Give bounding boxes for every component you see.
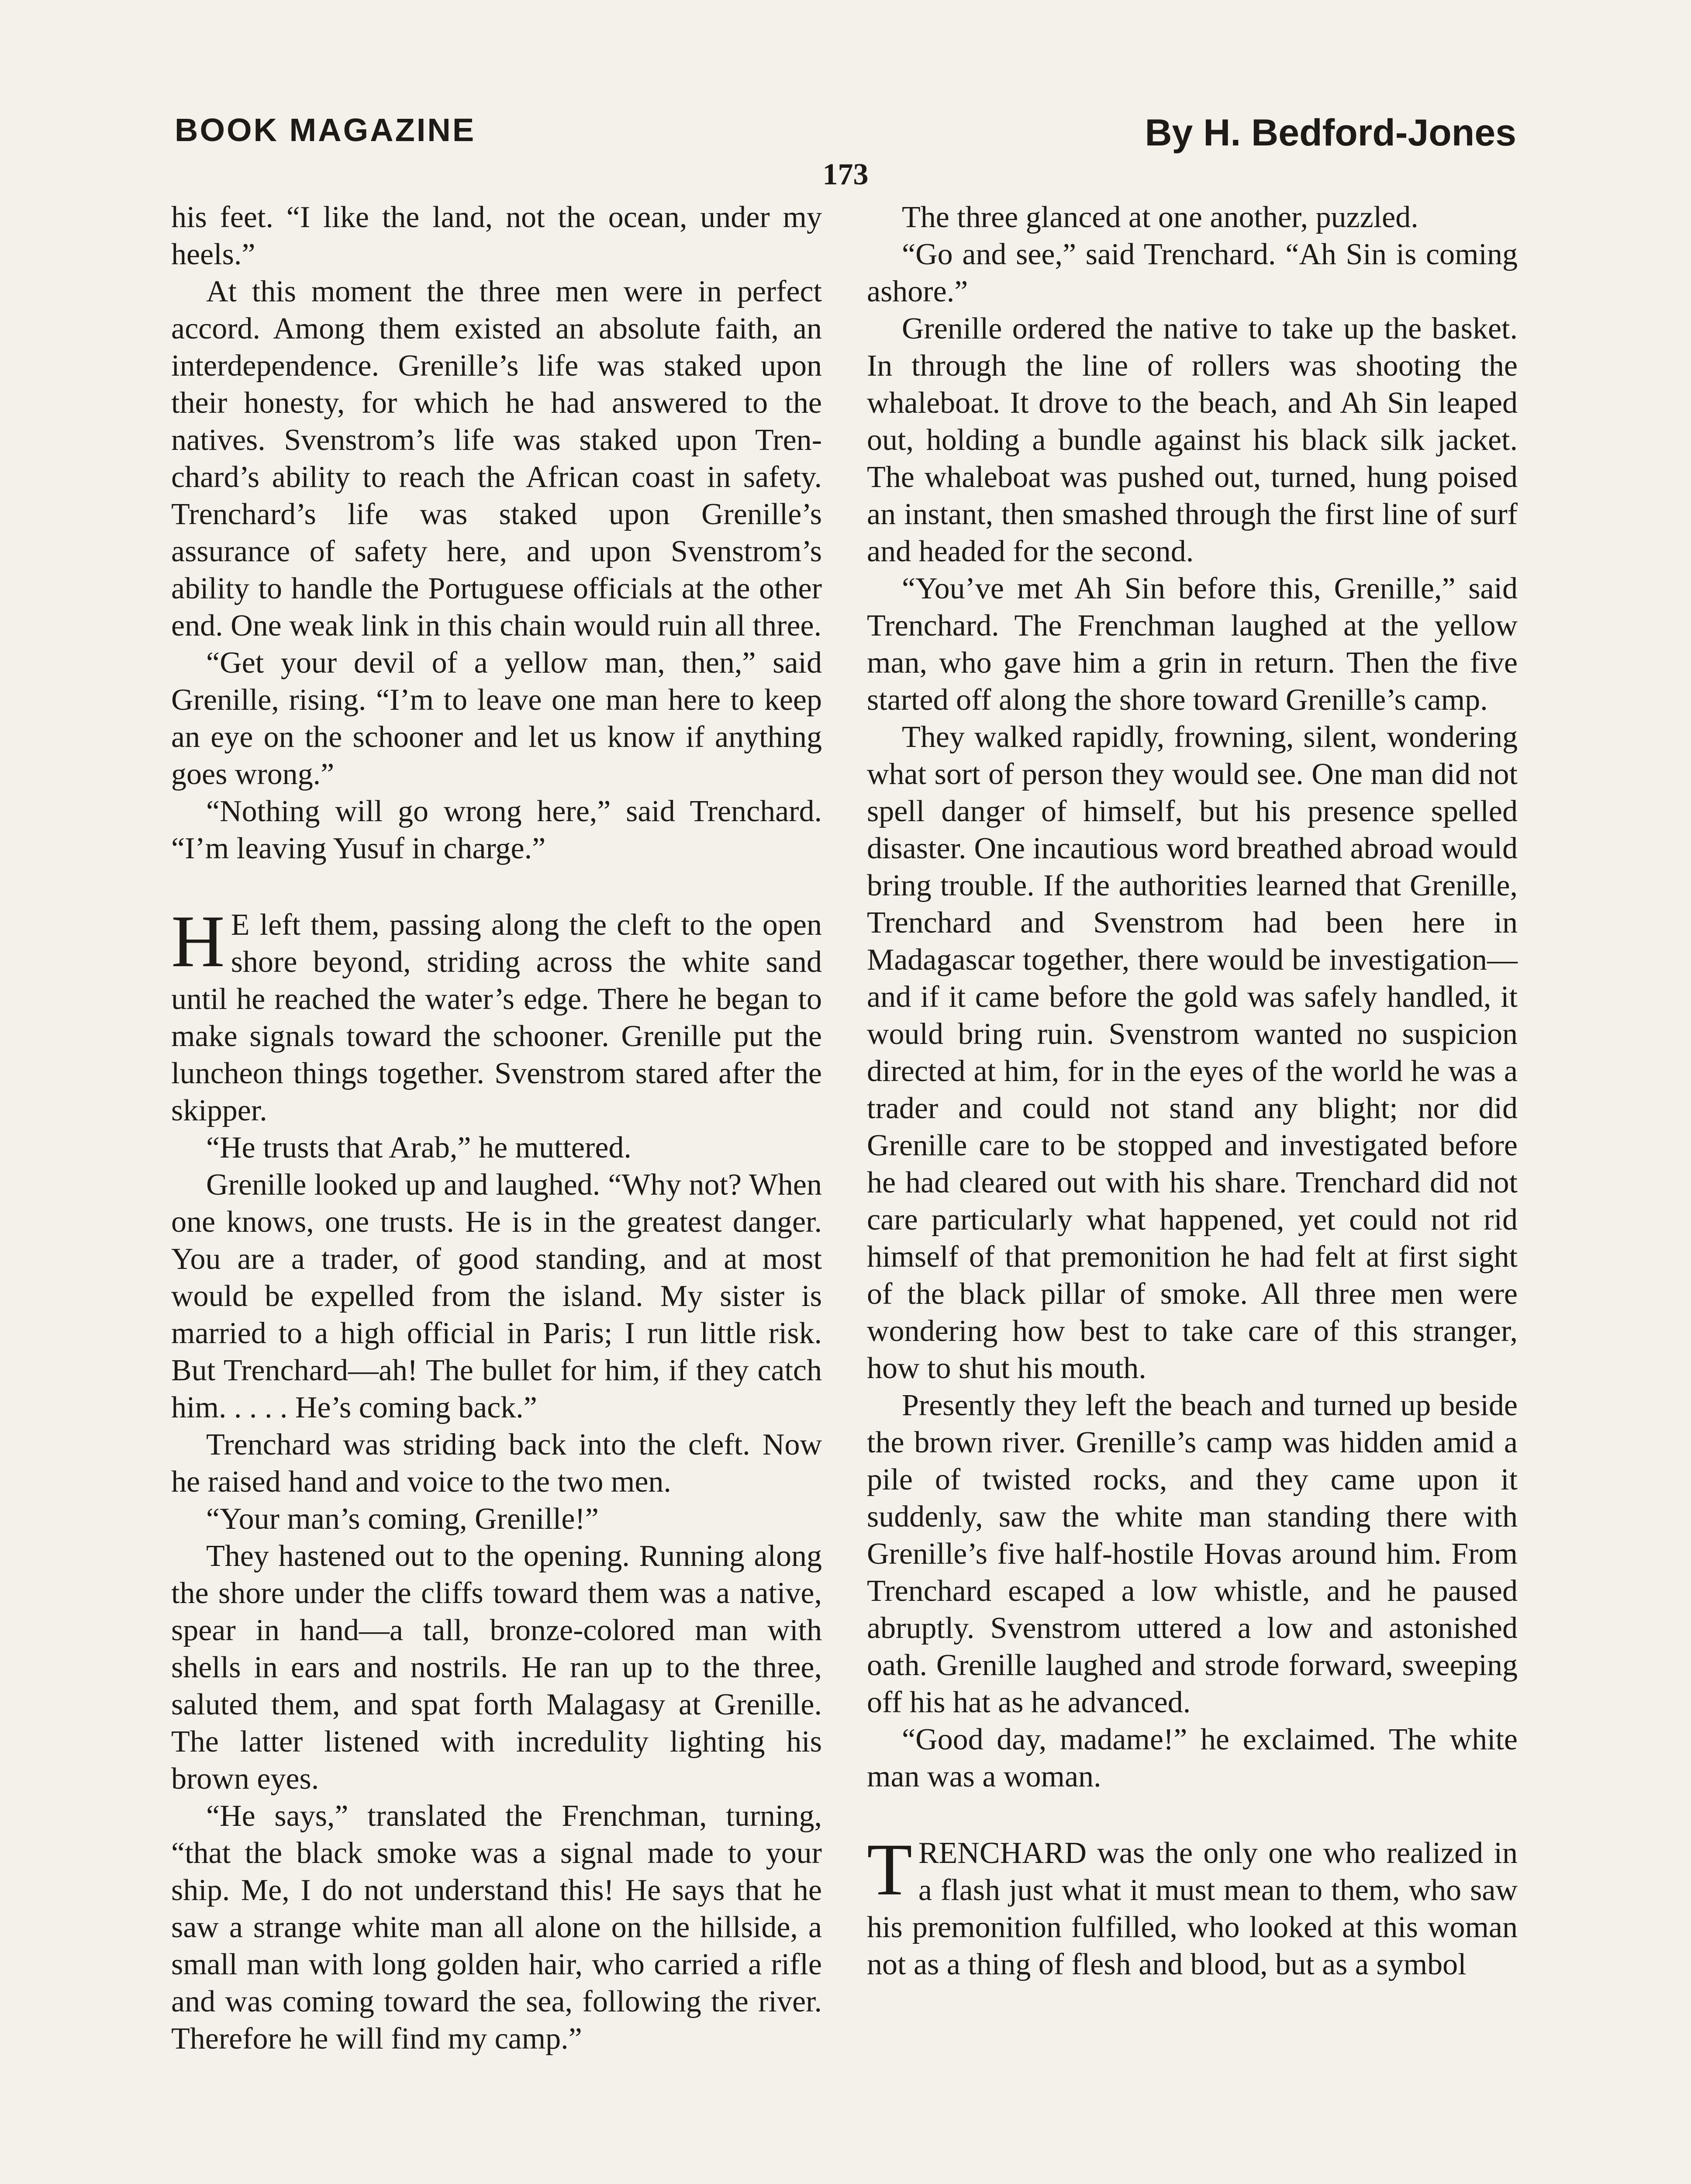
paragraph: Trenchard was striding back into the cleft. Now he raised hand and voice to the two men.	[171, 1428, 822, 1499]
paragraph: his feet. “I like the land, not the ocean, under my heels.”	[171, 200, 822, 271]
section-break	[867, 1795, 1518, 1835]
drop-cap: T	[867, 1828, 912, 1911]
paragraph-text: E left them, passing along the cleft to the open shore beyond, striding across the white sand until he reached the water’s edge. There he began to make signals toward the schooner. Grenille put the luncheon things together. Svenstrom stared after the skipper.	[171, 908, 822, 1127]
right-column	[867, 199, 1518, 1983]
section-break	[171, 867, 822, 906]
magazine-title: BOOK MAGAZINE	[175, 112, 476, 148]
paragraph: They walked rapidly, frowning, silent, wondering what sort of person they would see. One man did not spell danger of himself, but his presence spelled disaster. One incautious word breathed abroad would bring trouble. If the authorities learned that Grenille, Trenchard and Svenstrom had been here in Madagascar together, there would be investigation—and if it came before the gold was safely handled, it would bring ruin. Svenstrom wanted no suspicion directed at him, for in the eyes of the world he was a trader and could not stand any blight; nor did Grenille care to be stopped and investigated before he had cleared out with his share. Trenchard did not care particularly what happened, yet could not rid himself of that premonition he had felt at first sight of the black pillar of smoke. All three men were wondering how best to take care of this stranger, how to shut his mouth.	[867, 720, 1518, 1385]
author-byline: By H. Bedford-Jones	[1145, 112, 1516, 154]
dropcap-paragraph	[867, 1828, 1518, 1983]
paragraph: “Get your devil of a yellow man, then,” said Grenille, rising. “I’m to leave one man here to keep an eye on the schooner and let us know if anything goes wrong.”	[171, 646, 822, 791]
paragraph: “Good day, madame!” he exclaimed. The white man was a woman.	[867, 1723, 1518, 1794]
paragraph: “Nothing will go wrong here,” said Trenchard. “I’m leaving Yusuf in charge.”	[171, 795, 822, 865]
paragraph: Grenille ordered the native to take up the basket. In through the line of rollers was shooting the whaleboat. It drove to the beach, and Ah Sin leaped out, holding a bundle against his black silk jacket. The whaleboat was pushed out, turned, hung poised an instant, then smashed through the first line of surf and headed for the second.	[867, 312, 1518, 568]
running-header	[175, 111, 1516, 159]
paragraph: Grenille looked up and laughed. “Why not? When one knows, one trusts. He is in the greatest danger. You are a trader, of good standing, and at most would be expelled from the island. My sister is married to a high official in Paris; I run little risk. But Trenchard—ah! The bullet for him, if they catch him. . . . . He’s coming back.”	[171, 1168, 822, 1424]
page-number: 173	[822, 158, 869, 191]
left-column	[171, 199, 822, 2057]
paragraph: Presently they left the beach and turned up beside the brown river. Grenille’s camp was hidden amid a pile of twisted rocks, and they came upon it suddenly, saw the white man standing there with Grenille’s five half-hostile Hovas around him. From Trenchard escaped a low whistle, and he paused abruptly. Svenstrom uttered a low and astonished oath. Grenille laughed and strode forward, sweeping off his hat as he advanced.	[867, 1389, 1518, 1719]
paragraph: At this moment the three men were in perfect accord. Among them existed an absolute faith, an interdependence. Grenille’s life was staked upon their honesty, for which he had answered to the natives. Svenstrom’s life was staked upon Trenchard’s ability to reach the African coast in safety. Trenchard’s life was staked upon Grenille’s assurance of safety here, and upon Svenstrom’s ability to handle the Portuguese officials at the other end. One weak link in this chain would ruin all three.	[171, 275, 822, 643]
paragraph: “He trusts that Arab,” he muttered.	[206, 1131, 632, 1165]
paragraph: “You’ve met Ah Sin before this, Grenille,” said Trenchard. The Frenchman laughed at the yellow man, who gave him a grin in return. Then the five started off along the shore toward Grenille’s camp.	[867, 572, 1518, 717]
paragraph: The three glanced at one another, puzzled.	[902, 200, 1418, 234]
paragraph: They hastened out to the opening. Running along the shore under the cliffs toward them was a native, spear in hand—a tall, bronze-colored man with shells in ears and nostrils. He ran up to the three, saluted them, and spat forth Malagasy at Grenille. The latter listened with incredulity lighting his brown eyes.	[171, 1539, 822, 1796]
paragraph: “Your man’s coming, Grenille!”	[206, 1502, 599, 1536]
paragraph: “Go and see,” said Trenchard. “Ah Sin is coming ashore.”	[867, 238, 1518, 308]
drop-cap: H	[171, 900, 225, 982]
paragraph: “He says,” translated the Frenchman, turning, “that the black smoke was a signal made to your ship. Me, I do not understand this! He says that he saw a strange white man all alone on the hillside, a small man with long golden hair, who carried a rifle and was coming toward the sea, following the river. Therefore he will find my camp.”	[171, 1799, 822, 2056]
paragraph-text: RENCHARD was the only one who realized in a flash just what it must mean to them, who saw his premonition fulfilled, who looked at this woman not as a thing of flesh and blood, but as a symbol	[867, 1836, 1518, 1981]
dropcap-paragraph	[171, 900, 822, 1129]
